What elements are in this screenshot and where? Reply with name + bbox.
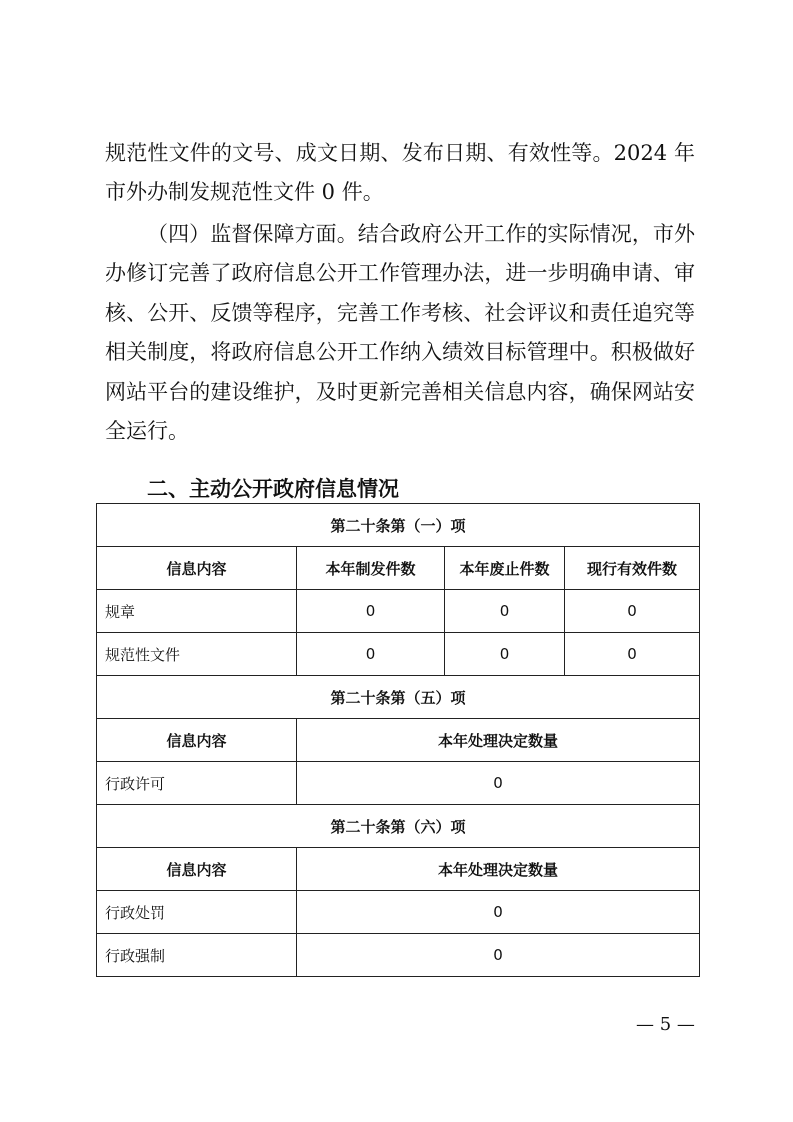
page-number: — 5 —: [636, 1014, 695, 1035]
cell-issued: 0: [297, 590, 445, 633]
article-1-title: 第二十条第（一）项: [97, 504, 700, 547]
cell-abolished: 0: [445, 633, 565, 676]
table-section-row: [97, 504, 700, 547]
row-label: 规章: [97, 590, 297, 633]
row-label: 行政强制: [97, 934, 297, 977]
cell-abolished: 0: [445, 590, 565, 633]
header-abolished: 本年废止件数: [445, 547, 565, 590]
cell-valid: 0: [565, 590, 700, 633]
row-label: 行政许可: [97, 762, 297, 805]
header-content: 信息内容: [97, 547, 297, 590]
section-heading: 二、主动公开政府信息情况: [147, 477, 399, 501]
cell-valid: 0: [565, 633, 700, 676]
table-row: [97, 934, 700, 977]
cell-count: 0: [297, 934, 700, 977]
table-header-row: [97, 848, 700, 891]
row-label: 规范性文件: [97, 633, 297, 676]
row-label: 行政处罚: [97, 891, 297, 934]
body-paragraph-2: （四）监督保障方面。结合政府公开工作的实际情况，市外办修订完善了政府信息公开工作管理办法，进一步明确申请、审核、公开、反馈等程序，完善工作考核、社会评议和责任追究等相关制度，将政府信息公开工作纳入绩效目标管理中。积极做好网站平台的建设维护，及时更新完善相关信息内容，确保网站安全运行。: [105, 222, 695, 444]
cell-count: 0: [297, 891, 700, 934]
table-row: [97, 633, 700, 676]
header-decisions: 本年处理决定数量: [297, 848, 700, 891]
header-valid: 现行有效件数: [565, 547, 700, 590]
table-section-row: [97, 805, 700, 848]
article-6-title: 第二十条第（六）项: [97, 805, 700, 848]
header-content: 信息内容: [97, 719, 297, 762]
body-paragraph-1: 规范性文件的文号、成文日期、发布日期、有效性等。2024 年市外办制发规范性文件 0 件。: [105, 141, 695, 205]
article-5-title: 第二十条第（五）项: [97, 676, 700, 719]
cell-count: 0: [297, 762, 700, 805]
table-header-row: [97, 719, 700, 762]
disclosure-table: [96, 503, 700, 977]
table-row: [97, 891, 700, 934]
cell-issued: 0: [297, 633, 445, 676]
table-section-row: [97, 676, 700, 719]
table-row: [97, 762, 700, 805]
header-content: 信息内容: [97, 848, 297, 891]
table-row: [97, 590, 700, 633]
header-issued: 本年制发件数: [297, 547, 445, 590]
header-decisions: 本年处理决定数量: [297, 719, 700, 762]
table-header-row: [97, 547, 700, 590]
